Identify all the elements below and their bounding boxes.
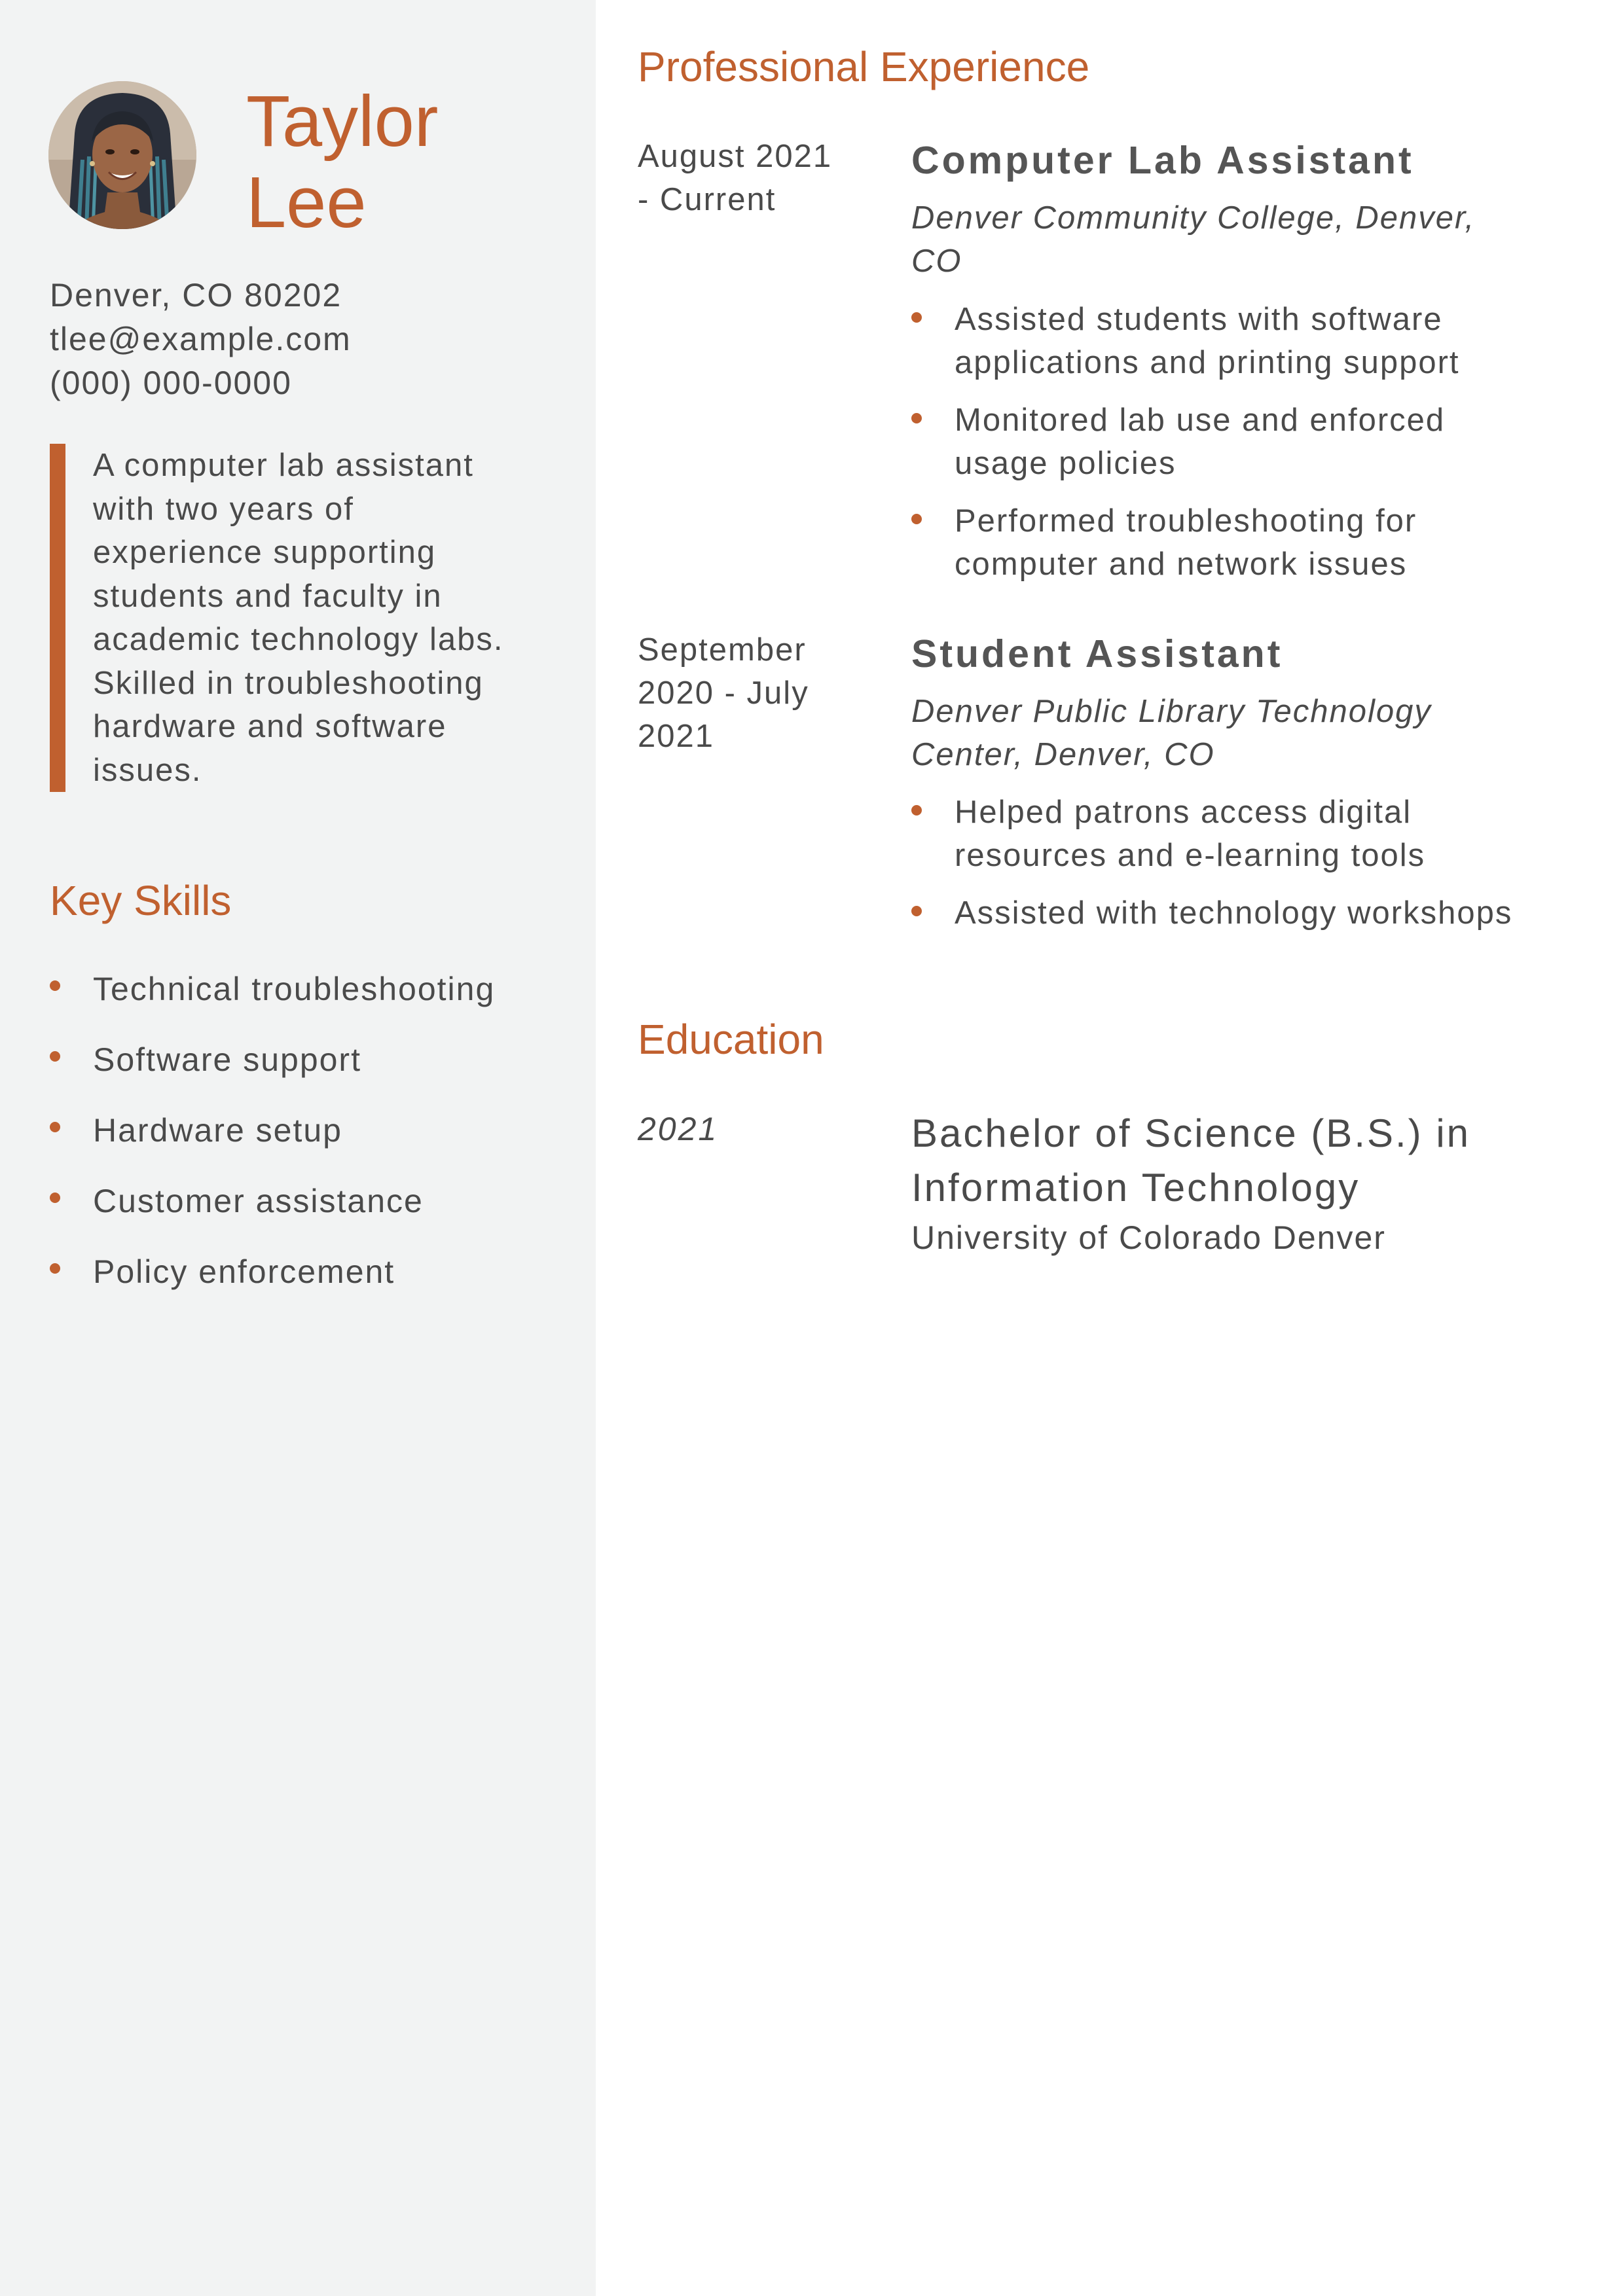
bullet-icon <box>50 1051 60 1062</box>
summary-line: academic technology labs. <box>93 622 504 657</box>
skills-list <box>50 966 495 1319</box>
bullet-icon <box>911 312 922 323</box>
summary-line: experience supporting <box>93 535 437 570</box>
email: tlee@example.com <box>50 321 352 357</box>
skill-item: Hardware setup <box>50 1107 495 1178</box>
duty-item: Monitored lab use and enforced usage policies <box>911 399 1460 485</box>
skill-item: Policy enforcement <box>50 1249 495 1319</box>
bullet-icon <box>50 1263 60 1274</box>
duty-item: Assisted with technology workshops <box>911 891 1512 935</box>
job-date: September 2020 - July 2021 <box>638 632 809 754</box>
education-heading: Education <box>638 1016 824 1063</box>
contact-info <box>50 274 352 405</box>
skill-item: Customer assistance <box>50 1178 495 1249</box>
education-year: 2021 <box>638 1111 719 1147</box>
duty-item: Assisted students with software applications and printing support <box>911 298 1460 384</box>
profile-photo <box>48 81 196 229</box>
bullet-icon <box>50 980 60 991</box>
bullet-icon <box>911 906 922 916</box>
bullet-icon <box>50 1122 60 1132</box>
bullet-icon <box>50 1193 60 1203</box>
job-title: Student Assistant <box>911 632 1283 675</box>
first-name: Taylor <box>246 81 439 162</box>
last-name: Lee <box>246 162 367 243</box>
bullet-icon <box>911 413 922 423</box>
summary-line: with two years of <box>93 491 354 527</box>
job-title: Computer Lab Assistant <box>911 139 1414 182</box>
job-date: August 2021 - Current <box>638 139 833 217</box>
summary-line: students and faculty in <box>93 578 443 614</box>
summary-line: hardware and software <box>93 709 447 744</box>
key-skills-heading: Key Skills <box>50 877 232 924</box>
job-company: Denver Public Library Technology Center, Denver, CO <box>911 694 1432 772</box>
experience-heading: Professional Experience <box>638 43 1090 90</box>
job-company: Denver Community College, Denver, CO <box>911 200 1476 279</box>
summary-line: Skilled in troubleshooting <box>93 665 484 701</box>
bullet-icon <box>911 514 922 524</box>
candidate-name <box>246 81 587 243</box>
skill-item: Software support <box>50 1037 495 1107</box>
location: Denver, CO 80202 <box>50 277 342 314</box>
summary <box>50 444 577 792</box>
bullet-icon <box>911 805 922 816</box>
phone: (000) 000-0000 <box>50 365 292 401</box>
duty-item: Performed troubleshooting for computer and network issues <box>911 499 1460 586</box>
job-duties <box>911 298 1460 600</box>
summary-line: A computer lab assistant <box>93 448 474 483</box>
degree: Bachelor of Science (B.S.) in Information Technology <box>911 1111 1471 1210</box>
school: University of Colorado Denver <box>911 1219 1386 1256</box>
skill-item: Technical troubleshooting <box>50 966 495 1037</box>
sidebar <box>0 0 596 2296</box>
summary-line: issues. <box>93 752 202 788</box>
duty-item: Helped patrons access digital resources and e-learning tools <box>911 791 1512 877</box>
job-duties <box>911 791 1512 949</box>
